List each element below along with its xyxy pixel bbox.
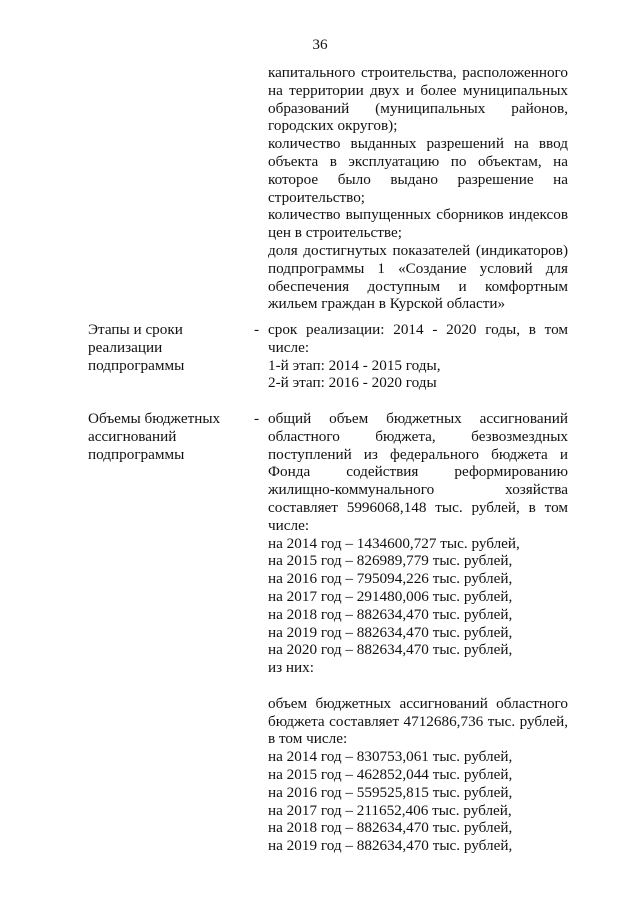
stages-label-line: Этапы и сроки <box>88 321 183 338</box>
indicator-line: капитального строительства, расположенного <box>268 64 568 81</box>
budget-content <box>268 410 568 855</box>
budget-line: на 2017 год – 291480,006 тыс. рублей, <box>268 587 513 605</box>
stages-label <box>88 321 248 374</box>
page-number: 36 <box>312 36 328 53</box>
budget-label-line: подпрограммы <box>88 445 185 463</box>
stages-content <box>268 321 568 392</box>
indicator-line: строительство; <box>268 188 366 206</box>
stages-dash: - <box>254 321 260 338</box>
stages-line: числе: <box>268 338 310 356</box>
budget-line: общий объем бюджетных ассигнований <box>268 410 568 427</box>
budget-line: на 2018 год – 882634,470 тыс. рублей, <box>268 819 513 837</box>
budget-line: на 2015 год – 462852,044 тыс. рублей, <box>268 765 513 783</box>
budget-line <box>268 677 568 695</box>
stages-label-line: подпрограммы <box>88 356 185 374</box>
budget-line: на 2014 год – 830753,061 тыс. рублей, <box>268 748 513 766</box>
indicator-line: образований (муниципальных районов, <box>268 99 568 117</box>
indicator-line: на территории двух и более муниципальных <box>268 81 568 99</box>
budget-line: в том числе: <box>268 730 348 748</box>
indicator-line: которое было выдано разрешение на <box>268 170 568 188</box>
indicator-list-continuation <box>268 64 568 313</box>
budget-label <box>88 410 248 463</box>
budget-line: Фонда содействия реформированию <box>268 463 568 481</box>
indicator-line: количество выданных разрешений на ввод <box>268 135 568 153</box>
budget-line: на 2020 год – 882634,470 тыс. рублей, <box>268 641 513 659</box>
budget-line: составляет 5996068,148 тыс. рублей, в том <box>268 498 568 516</box>
budget-line: бюджета составляет 4712686,736 тыс. рублей, <box>268 712 568 730</box>
budget-line: на 2015 год – 826989,779 тыс. рублей, <box>268 552 513 570</box>
indicator-line: подпрограммы 1 «Создание условий для <box>268 259 568 277</box>
budget-line: на 2014 год – 1434600,727 тыс. рублей, <box>268 534 520 552</box>
budget-line: на 2019 год – 882634,470 тыс. рублей, <box>268 837 513 855</box>
indicator-line: городских округов); <box>268 117 398 135</box>
indicator-line: цен в строительстве; <box>268 224 402 242</box>
stages-line: срок реализации: 2014 - 2020 годы, в том <box>268 321 568 338</box>
budget-line: на 2019 год – 882634,470 тыс. рублей, <box>268 623 513 641</box>
budget-line: на 2018 год – 882634,470 тыс. рублей, <box>268 605 513 623</box>
indicator-line: объекта в эксплуатацию по объектам, на <box>268 152 568 170</box>
budget-line: объем бюджетных ассигнований областного <box>268 694 568 712</box>
indicator-line: доля достигнутых показателей (индикаторов) <box>268 241 568 259</box>
budget-dash: - <box>254 410 260 427</box>
budget-line: из них: <box>268 659 314 677</box>
budget-line: жилищно-коммунального хозяйства <box>268 481 568 499</box>
indicator-line: обеспечения доступным и комфортным <box>268 277 568 295</box>
indicator-line: жильем граждан в Курской области» <box>268 295 506 313</box>
stages-label-line: реализации <box>88 338 163 356</box>
indicator-line: количество выпущенных сборников индексов <box>268 206 568 224</box>
stages-line: 1-й этап: 2014 - 2015 годы, <box>268 356 441 374</box>
budget-label-line: ассигнований <box>88 427 177 445</box>
budget-line: на 2017 год – 211652,406 тыс. рублей, <box>268 801 512 819</box>
stages-line: 2-й этап: 2016 - 2020 годы <box>268 374 437 392</box>
budget-line: поступлений из федерального бюджета и <box>268 445 568 463</box>
budget-label-line: Объемы бюджетных <box>88 410 221 427</box>
budget-line: числе: <box>268 516 310 534</box>
budget-line: на 2016 год – 559525,815 тыс. рублей, <box>268 783 513 801</box>
budget-line: областного бюджета, безвозмездных <box>268 427 568 445</box>
budget-line: на 2016 год – 795094,226 тыс. рублей, <box>268 570 513 588</box>
